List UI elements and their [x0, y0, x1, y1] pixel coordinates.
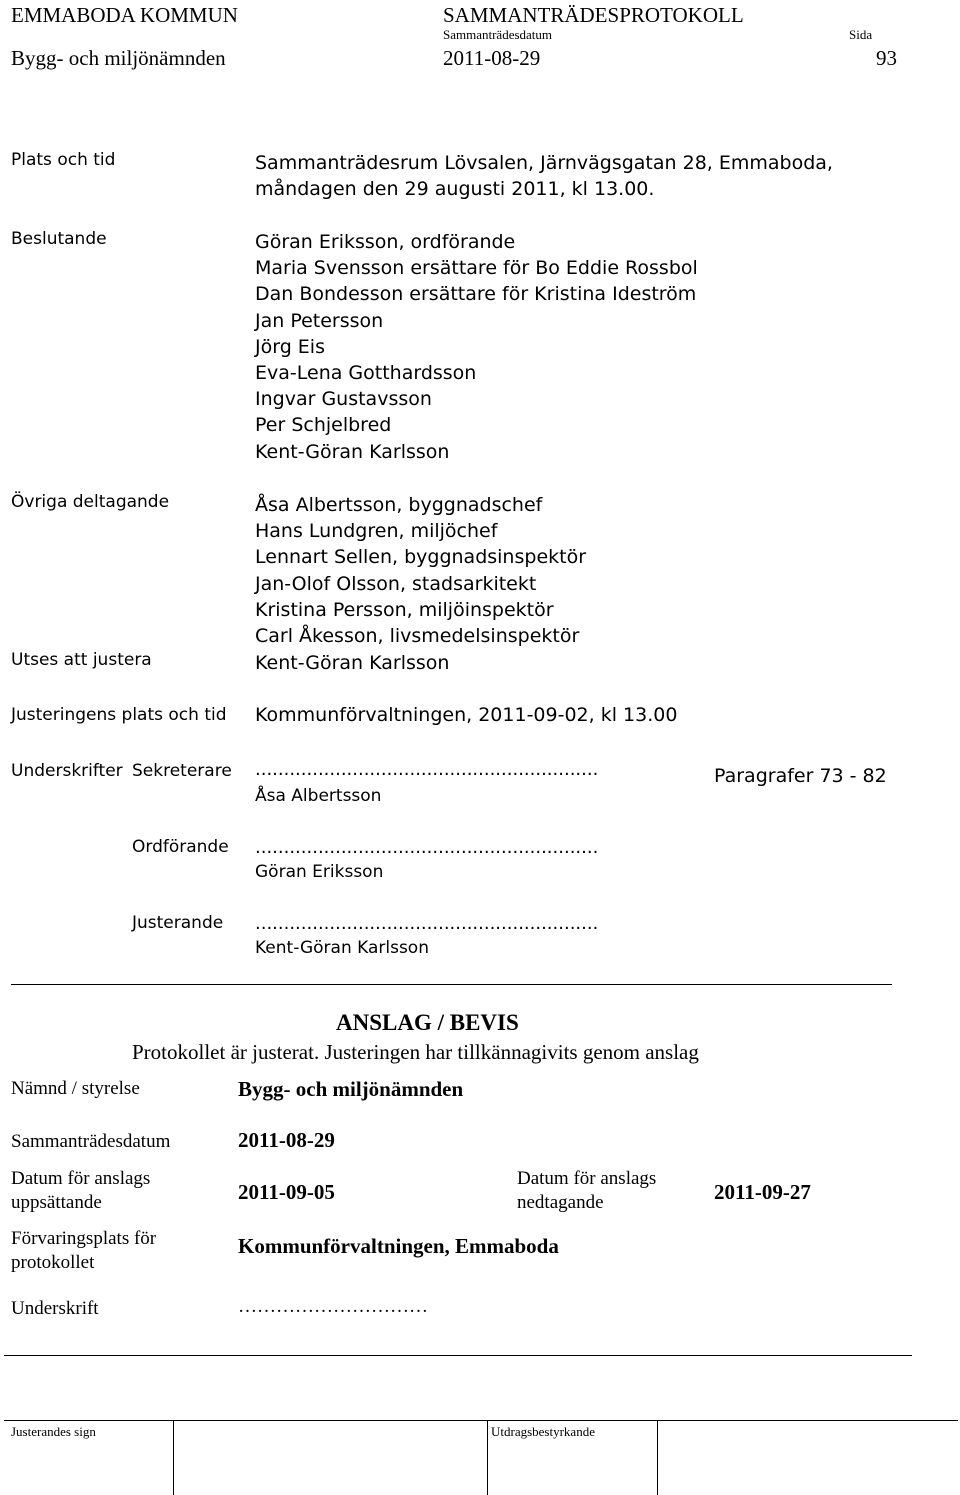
footer-divider-1 — [173, 1420, 174, 1495]
header-date-label: Sammanträdesdatum — [443, 27, 553, 42]
notice-signature-label: Underskrift — [11, 1298, 99, 1319]
adjust-value: Kommunförvaltningen, 2011-09-02, kl 13.00 — [255, 704, 678, 726]
deciding-member: Jan Petersson — [255, 309, 384, 332]
other-participant: Åsa Albertsson, byggnadschef — [255, 494, 543, 516]
secretary-label: Sekreterare — [132, 761, 232, 781]
footer-divider-2 — [487, 1420, 488, 1495]
place-label: Plats och tid — [11, 150, 116, 170]
footer-divider-3 — [657, 1420, 658, 1495]
other-participant: Hans Lundgren, miljöchef — [255, 520, 498, 543]
deciding-member: Kent-Göran Karlsson — [255, 440, 450, 463]
deciding-member: Göran Eriksson, ordförande — [255, 231, 516, 253]
secretary-signature-line: ............................................................ — [255, 759, 599, 780]
paragraphs-range: Paragrafer 73 - 82 — [714, 765, 887, 787]
municipality-name: EMMABODA KOMMUN — [11, 3, 238, 27]
storage-label-line-1: Förvaringsplats för — [11, 1228, 157, 1249]
storage-label-line-2: protokollet — [11, 1252, 95, 1273]
notice-date-label: Sammanträdesdatum — [11, 1131, 171, 1152]
board-value: Bygg- och miljönämnden — [238, 1077, 464, 1101]
chair-signature-line: ............................................................ — [255, 837, 599, 858]
footer-certification: Utdragsbestyrkande — [491, 1424, 595, 1439]
removed-label-line-2: nedtagande — [517, 1192, 604, 1213]
adjuster-label: Utses att justera — [11, 650, 152, 670]
other-participant: Lennart Sellen, byggnadsinspektör — [255, 546, 587, 569]
separator-line — [11, 984, 892, 985]
header-page-label: Sida — [849, 27, 873, 42]
chair-label: Ordförande — [132, 837, 229, 857]
deciding-member: Per Schjelbred — [255, 414, 392, 437]
others-list — [255, 492, 586, 649]
notice-title: ANSLAG / BEVIS — [336, 1010, 519, 1035]
other-participant: Kristina Persson, miljöinspektör — [255, 598, 554, 621]
notice-bottom-line — [4, 1355, 912, 1356]
deciding-label: Beslutande — [11, 229, 107, 249]
storage-value: Kommunförvaltningen, Emmaboda — [238, 1234, 559, 1258]
deciding-member: Ingvar Gustavsson — [255, 388, 432, 411]
removed-label-line-1: Datum för anslags — [517, 1168, 657, 1189]
deciding-member: Jörg Eis — [255, 335, 325, 358]
deciding-list — [255, 229, 698, 465]
place-line-2: måndagen den 29 augusti 2011, kl 13.00. — [255, 178, 655, 200]
notice-date-value: 2011-08-29 — [238, 1128, 335, 1152]
signatures-label: Underskrifter — [11, 761, 123, 781]
place-line-1: Sammanträdesrum Lövsalen, Järnvägsgatan 28, Emmaboda, — [255, 152, 833, 174]
notice-subtitle: Protokollet är justerat. Justeringen har tillkännagivits genom anslag — [132, 1040, 699, 1064]
other-participant: Carl Åkesson, livsmedelsinspektör — [255, 624, 580, 647]
header-page-number: 93 — [876, 46, 897, 70]
deciding-member: Eva-Lena Gotthardsson — [255, 361, 477, 384]
posted-label-line-2: uppsättande — [11, 1192, 102, 1213]
footer-top-line — [4, 1420, 958, 1421]
signature-adjuster-name: Kent-Göran Karlsson — [255, 938, 429, 958]
deciding-member: Dan Bondesson ersättare för Kristina Ideström — [255, 283, 697, 306]
posted-label-line-1: Datum för anslags — [11, 1168, 151, 1189]
footer-adjuster-sign: Justerandes sign — [11, 1424, 96, 1439]
posted-date: 2011-09-05 — [238, 1180, 335, 1204]
deciding-member: Maria Svensson ersättare för Bo Eddie Rossbol — [255, 257, 698, 280]
removed-date: 2011-09-27 — [714, 1180, 811, 1204]
adjuster-signature-line: ............................................................ — [255, 913, 599, 934]
header-committee: Bygg- och miljönämnden — [11, 46, 226, 70]
others-label: Övriga deltagande — [11, 492, 170, 512]
adjust-label: Justeringens plats och tid — [11, 705, 227, 725]
document-type: SAMMANTRÄDESPROTOKOLL — [443, 3, 744, 27]
board-label: Nämnd / styrelse — [11, 1078, 140, 1099]
notice-signature-line: ………………………… — [238, 1296, 428, 1317]
signature-adjuster-label: Justerande — [132, 913, 224, 933]
other-participant: Jan-Olof Olsson, stadsarkitekt — [255, 572, 537, 595]
secretary-name: Åsa Albertsson — [255, 786, 382, 806]
header-date: 2011-08-29 — [443, 46, 541, 70]
adjuster-name: Kent-Göran Karlsson — [255, 652, 450, 674]
chair-name: Göran Eriksson — [255, 862, 384, 882]
